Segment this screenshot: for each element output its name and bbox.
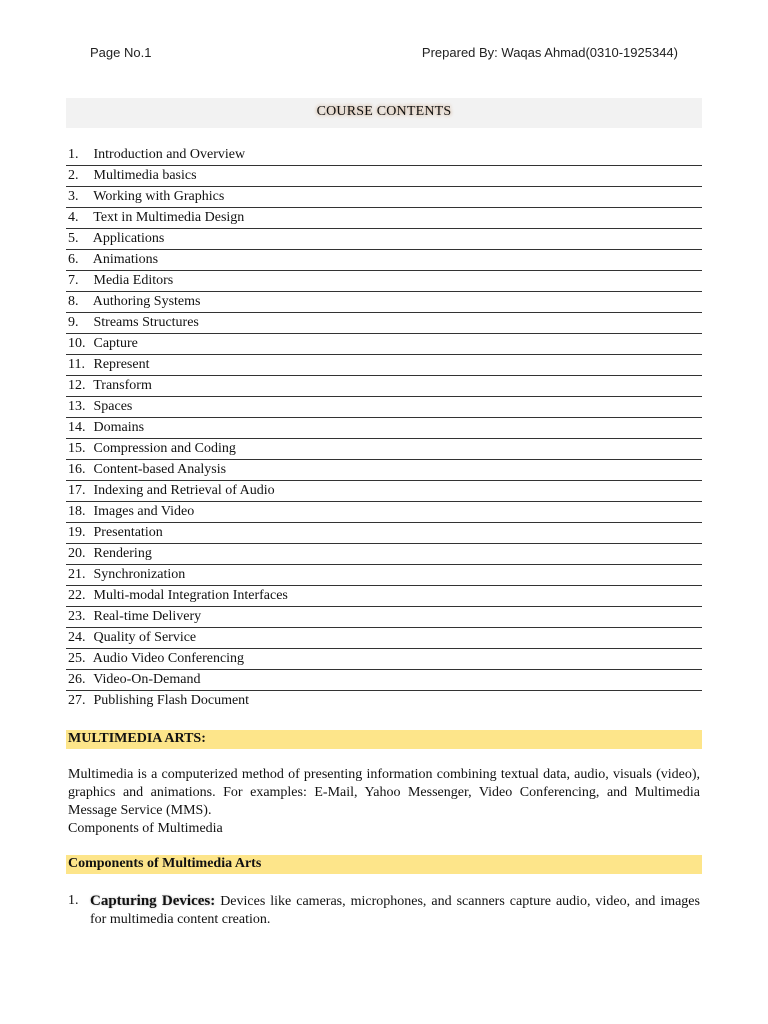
toc-item — [66, 376, 702, 397]
toc-item-number: 10. — [68, 336, 86, 351]
toc-item-label: Streams Structures — [93, 315, 199, 330]
toc-item-number: 12. — [68, 378, 86, 393]
toc-item-label: Represent — [93, 357, 150, 372]
toc-item-label: Text in Multimedia Design — [93, 210, 245, 225]
toc-item-number: 26. — [68, 672, 86, 687]
toc-item — [66, 145, 702, 166]
toc-item — [66, 691, 702, 711]
toc-item-label: Real-time Delivery — [93, 609, 202, 624]
page-number: Page No.1 — [90, 45, 152, 60]
components-heading-band — [66, 855, 702, 874]
toc-item-number: 5. — [68, 231, 79, 246]
toc-item-number: 17. — [68, 483, 86, 498]
toc-item-label: Synchronization — [93, 567, 186, 582]
course-contents-title: COURSE CONTENTS — [316, 104, 452, 119]
toc-item-number: 23. — [68, 609, 86, 624]
toc-item — [66, 628, 702, 649]
toc-item-number: 19. — [68, 525, 86, 540]
toc-item — [66, 607, 702, 628]
list-item — [68, 892, 700, 929]
toc-item-number: 25. — [68, 651, 86, 666]
course-contents-list — [66, 145, 702, 711]
toc-item-number: 21. — [68, 567, 86, 582]
toc-item-number: 16. — [68, 462, 86, 477]
toc-item-number: 11. — [68, 357, 85, 372]
toc-item-label: Media Editors — [93, 273, 174, 288]
toc-item-number: 6. — [68, 252, 79, 267]
prepared-by: Prepared By: Waqas Ahmad(0310-1925344) — [421, 45, 678, 60]
toc-item-number: 1. — [68, 147, 79, 162]
toc-item — [66, 355, 702, 376]
toc-item-label: Indexing and Retrieval of Audio — [93, 483, 275, 498]
toc-item-label: Presentation — [93, 525, 163, 540]
toc-item-label: Images and Video — [93, 504, 195, 519]
toc-item-number: 13. — [68, 399, 86, 414]
components-list — [68, 892, 700, 929]
list-item-text: Devices like cameras, microphones, and scanners capture audio, video, and images for multimedia content creation. — [90, 894, 700, 927]
toc-item-number: 22. — [68, 588, 86, 603]
components-heading: Components of Multimedia Arts — [68, 856, 262, 871]
toc-item-number: 9. — [68, 315, 79, 330]
toc-item-label: Multimedia basics — [93, 168, 197, 183]
toc-item-number: 3. — [68, 189, 79, 204]
components-subline: Components of Multimedia — [68, 821, 223, 836]
toc-item-label: Working with Graphics — [93, 189, 225, 204]
toc-item-label: Capture — [93, 336, 138, 351]
course-contents-band — [66, 98, 702, 128]
toc-item — [66, 313, 702, 334]
toc-item-label: Compression and Coding — [93, 441, 236, 456]
toc-item — [66, 187, 702, 208]
toc-item-label: Video-On-Demand — [93, 672, 201, 687]
toc-item — [66, 250, 702, 271]
toc-item — [66, 670, 702, 691]
toc-item — [66, 292, 702, 313]
toc-item-label: Spaces — [93, 399, 133, 414]
toc-item-label: Quality of Service — [93, 630, 197, 645]
toc-item — [66, 418, 702, 439]
toc-item-label: Transform — [93, 378, 152, 393]
toc-item-label: Content-based Analysis — [93, 462, 227, 477]
toc-item-number: 7. — [68, 273, 79, 288]
multimedia-arts-paragraph: Multimedia is a computerized method of presenting information combining textual data, audio, visuals (video), graphics and animations. For examples: E-Mail, Yahoo Messenger, Video Conferencing, and Multimedia Message Service (MMS). — [68, 767, 700, 818]
list-item-body — [90, 892, 700, 929]
toc-item-label: Applications — [92, 231, 165, 246]
toc-item-label: Authoring Systems — [92, 294, 201, 309]
toc-item-number: 4. — [68, 210, 79, 225]
toc-item-label: Multi-modal Integration Interfaces — [93, 588, 288, 603]
toc-item-number: 18. — [68, 504, 86, 519]
toc-item-number: 27. — [68, 693, 86, 708]
toc-item-number: 15. — [68, 441, 86, 456]
toc-item-number: 2. — [68, 168, 79, 183]
toc-item — [66, 502, 702, 523]
toc-item — [66, 271, 702, 292]
toc-item — [66, 397, 702, 418]
toc-item — [66, 166, 702, 187]
toc-item-label: Domains — [93, 420, 145, 435]
toc-item-number: 14. — [68, 420, 86, 435]
toc-item — [66, 481, 702, 502]
toc-item-label: Animations — [92, 252, 159, 267]
toc-item-number: 24. — [68, 630, 86, 645]
multimedia-arts-heading-band — [66, 730, 702, 749]
toc-item — [66, 229, 702, 250]
toc-item — [66, 523, 702, 544]
toc-item — [66, 544, 702, 565]
toc-item-label: Audio Video Conferencing — [92, 651, 245, 666]
toc-item-number: 20. — [68, 546, 86, 561]
toc-item — [66, 649, 702, 670]
toc-item-label: Introduction and Overview — [93, 147, 246, 162]
toc-item-label: Publishing Flash Document — [93, 693, 250, 708]
toc-item — [66, 565, 702, 586]
toc-item — [66, 208, 702, 229]
list-item-number: 1. — [68, 893, 79, 908]
toc-item — [66, 586, 702, 607]
multimedia-arts-heading: MULTIMEDIA ARTS: — [68, 731, 206, 746]
toc-item — [66, 334, 702, 355]
toc-item — [66, 439, 702, 460]
list-item-term: Capturing Devices: — [90, 893, 216, 909]
toc-item-number: 8. — [68, 294, 79, 309]
toc-item-label: Rendering — [93, 546, 152, 561]
toc-item — [66, 460, 702, 481]
